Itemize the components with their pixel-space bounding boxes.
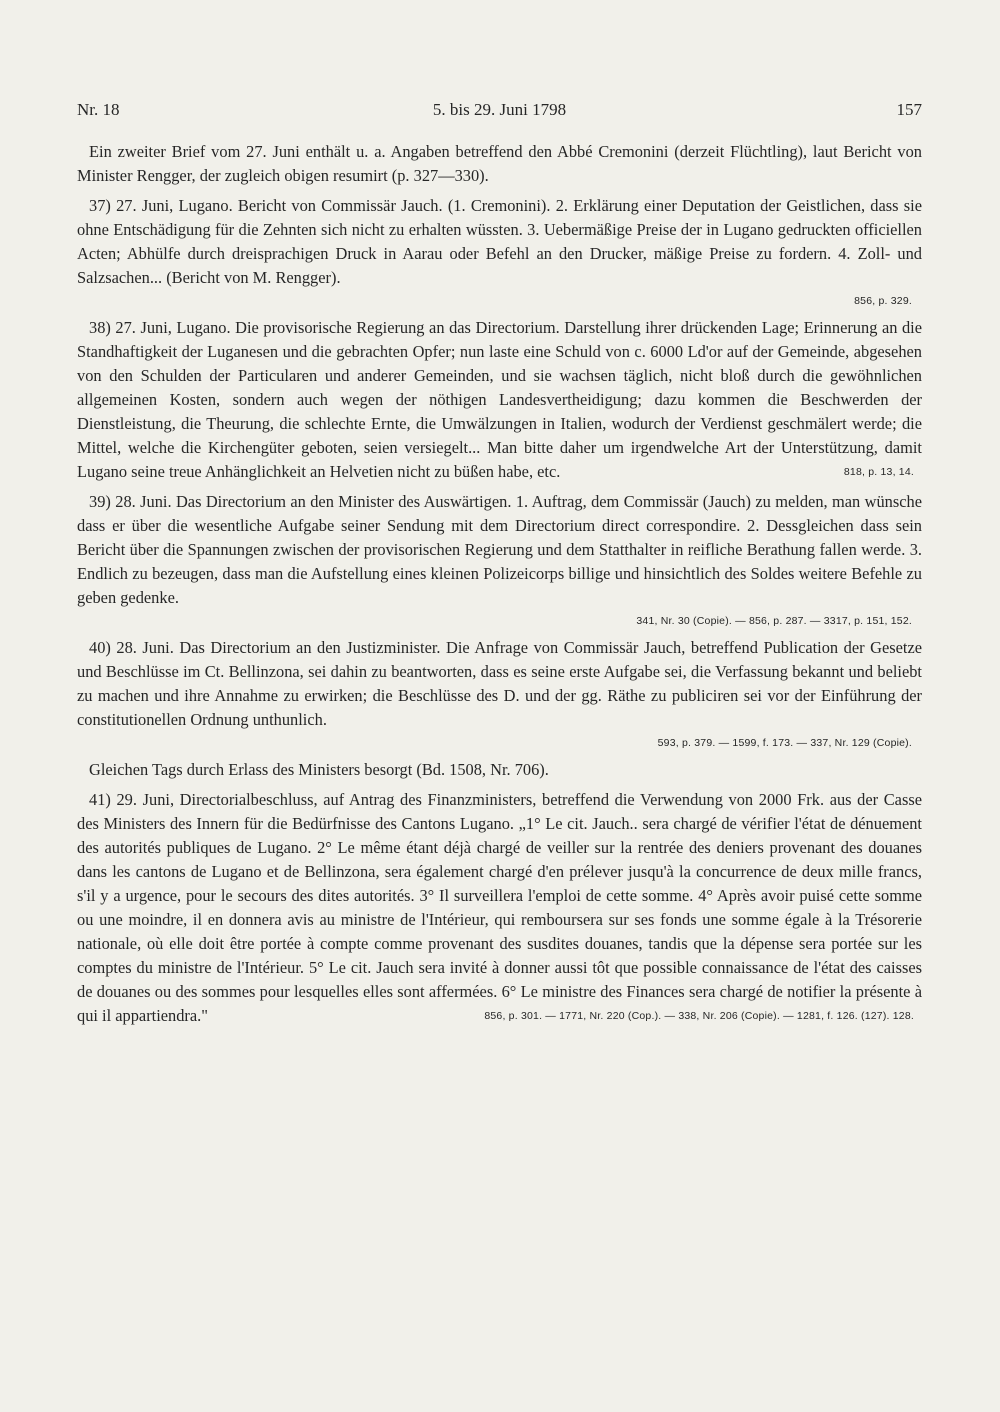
source-reference-37: 856, p. 329. [854, 295, 912, 307]
paragraph-40: 40) 28. Juni. Das Directorium an den Justizminister. Die Anfrage von Commissär Jauch, betreffend Publication der Gesetze und Beschlüsse im Ct. Bellinzona, sei dahin zu beantworten, dass es seine erste Aufgabe sei, die Verfassung bekannt und beliebt zu machen und ihre Annahme zu erwirken; die Beschlüsse des D. und der gg. Räthe zu publiciren sei vor der Einführung der constitutionellen Ordnung unthunlich. [77, 638, 922, 729]
source-reference-41: 856, p. 301. — 1771, Nr. 220 (Cop.). — 338, Nr. 206 (Copie). — 1281, f. 126. (127). 128. [484, 1010, 914, 1022]
paragraph-38-text: 38) 27. Juni, Lugano. Die provisorische Regierung an das Directorium. Darstellung ihrer drückenden Lage; Erinnerung an die Standhaftigkeit der Luganesen und die gebrachten Opfer; nun laste eine Schuld von c. 6000 Ld'or auf der Gemeinde, abgesehen von den Schulden der Particularen und anderer Gemeinden, und sie wachsen täglich, nicht bloß durch die gewöhnlichen allgemeinen Kosten, sondern auch wegen der nöthigen Landesvertheidigung; dazu kommen die Beschwerden der Dienstleistung, die Theurung, die schlechte Ernte, die Umwälzungen in Italien, wodurch der Verdienst geschmälert werde; die Mittel, welche die Kirchengüter geboten, seien versiegelt... Man bitte daher um irgendwelche Art der Unterstützung, damit Lugano seine treue Anhänglichkeit an Helvetien nicht zu büßen habe, etc. [77, 318, 922, 481]
source-reference-38: 818, p. 13, 14. [843, 466, 914, 478]
paragraph-37: 37) 27. Juni, Lugano. Bericht von Commissär Jauch. (1. Cremonini). 2. Erklärung einer Deputation der Geistlichen, dass sie ohne Entschädigung für die Zehnten sich nicht zu erhalten wüssten. 3. Uebermäßige Preise der in Lugano gedruckten officiellen Acten; Abhülfe durch dreisprachigen Druck in Aarau oder Befehl an den Drucker, mäßige Preise zu fordern. 4. Zoll- und Salzsachen... (Bericht von M. Rengger). [77, 196, 922, 287]
page-number: 157 [896, 100, 922, 119]
paragraph-39: 39) 28. Juni. Das Directorium an den Minister des Auswärtigen. 1. Auftrag, dem Commissär (Jauch) zu melden, man wünsche dass er über die wesentliche Aufgabe seiner Sendung mit dem Directorium direct correspondire. 2. Dessgleichen dass sein Bericht über die Spannungen zwischen der provisorischen Regierung und dem Statthalter in reifliche Berathung fallen werde. 3. Endlich zu bezeugen, dass man die Aufstellung eines kleinen Polizeicorps billige und hinsichtlich des Soldes weitere Befehle zu geben gedenke. [77, 492, 922, 607]
paragraph-41 [77, 788, 922, 1028]
document-page [77, 100, 922, 1034]
document-number: Nr. 18 [77, 100, 120, 119]
paragraph-same-day: Gleichen Tags durch Erlass des Ministers besorgt (Bd. 1508, Nr. 706). [89, 760, 549, 779]
page-header [77, 100, 922, 126]
source-reference-40: 593, p. 379. — 1599, f. 173. — 337, Nr. 129 (Copie). [657, 737, 912, 749]
paragraph-38 [77, 316, 922, 484]
paragraph-intro: Ein zweiter Brief vom 27. Juni enthält u. a. Angaben betreffend den Abbé Cremonini (derzeit Flüchtling), laut Bericht von Minister Rengger, der zugleich obigen resumirt (p. 327—330). [77, 142, 922, 185]
paragraph-41-text: 41) 29. Juni, Directorialbeschluss, auf Antrag des Finanzministers, betreffend die Verwendung von 2000 Frk. aus der Casse des Ministers des Innern für die Bedürfnisse des Cantons Lugano. „1° Le cit. Jauch.. sera chargé de vérifier l'état de dénuement des autorités publiques de Lugano. 2° Le même étant déjà chargé de veiller sur la rentrée des deniers provenant des douanes dans les cantons de Lugano et de Bellinzona, sera également chargé d'en prélever jusqu'à la concurrence de deux mille francs, s'il y a urgence, pour le secours des dites autorités. 3° Il surveillera l'emploi de cette somme. 4° Après avoir puisé cette somme ou une moindre, il en donnera avis au ministre de l'Intérieur, qui remboursera sur ses fonds une somme égale à la Trésorerie nationale, où elle doit être portée à compte comme provenant des susdites douanes, tandis que la dépense sera portée sur les comptes du ministre de l'Intérieur. 5° Le cit. Jauch sera invité à donner aussi tôt que possible connaissance de l'état des caisses de douanes ou des sommes pour lesquelles elles sont affermées. 6° Le ministre des Finances sera chargé de notifier la présente à qui il appartiendra." [77, 790, 922, 1025]
date-range: 5. bis 29. Juni 1798 [432, 100, 567, 119]
source-reference-39: 341, Nr. 30 (Copie). — 856, p. 287. — 3317, p. 151, 152. [636, 615, 912, 627]
